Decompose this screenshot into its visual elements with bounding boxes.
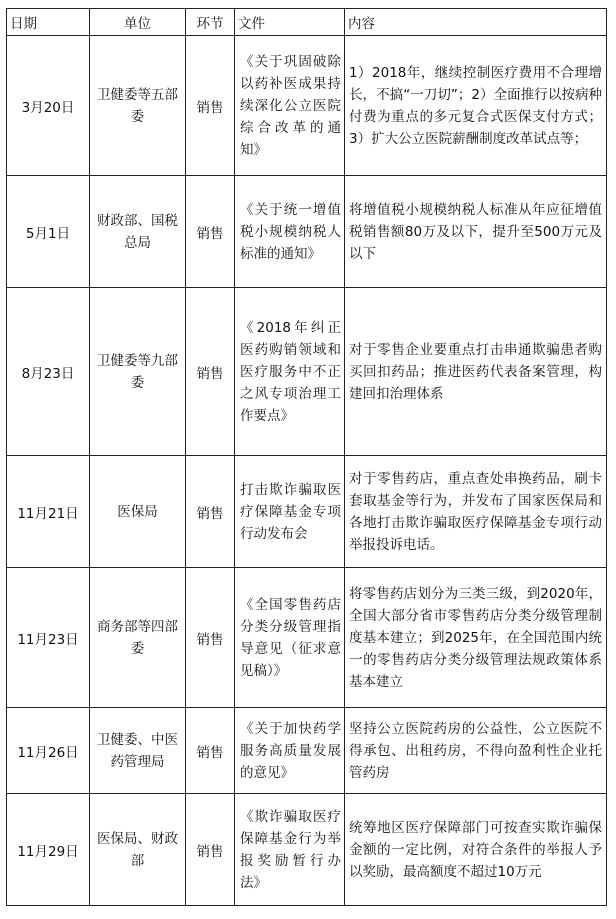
table-row bbox=[7, 568, 607, 708]
row-content-text: 将增值税小规模纳税人标准从年应征增值税销售额80万及以下，提升至500万元及以下 bbox=[349, 201, 602, 262]
row-unit bbox=[90, 176, 186, 288]
row-unit bbox=[90, 794, 186, 906]
row-date: 11月23日 bbox=[7, 568, 90, 708]
row-document-text: 《关于统一增值税小规模纳税人标准的通知》 bbox=[240, 201, 341, 262]
row-unit-text: 卫健委、中医药管理局 bbox=[97, 731, 178, 770]
table-row bbox=[7, 176, 607, 288]
policy-table bbox=[6, 8, 607, 906]
row-date: 11月21日 bbox=[7, 456, 90, 568]
table-row bbox=[7, 708, 607, 794]
row-document-text: 《关于巩固破除以药补医成果持续深化公立医院综合改革的通知》 bbox=[240, 53, 341, 158]
row-document-text: 《关于加快药学服务高质量发展的意见》 bbox=[240, 720, 341, 781]
row-content bbox=[345, 36, 607, 176]
row-stage: 销售 bbox=[186, 708, 235, 794]
row-unit-text: 医保局、财政部 bbox=[97, 830, 178, 869]
row-content bbox=[345, 288, 607, 456]
row-document bbox=[235, 36, 345, 176]
row-date: 8月23日 bbox=[7, 288, 90, 456]
row-stage: 销售 bbox=[186, 794, 235, 906]
row-document bbox=[235, 456, 345, 568]
row-document-text: 《2018年纠正医药购销领域和医疗服务中不正之风专项治理工作要点》 bbox=[240, 319, 341, 424]
row-document bbox=[235, 708, 345, 794]
row-unit-text: 财政部、国税总局 bbox=[97, 212, 178, 251]
row-unit bbox=[90, 456, 186, 568]
header-unit: 单位 bbox=[90, 9, 186, 36]
row-date: 11月26日 bbox=[7, 708, 90, 794]
header-date: 日期 bbox=[7, 9, 90, 36]
table-row bbox=[7, 456, 607, 568]
row-content bbox=[345, 456, 607, 568]
header-content: 内容 bbox=[345, 9, 607, 36]
row-document bbox=[235, 794, 345, 906]
table-row bbox=[7, 288, 607, 456]
row-content-text: 统筹地区医疗保障部门可按查实欺诈骗保金额的一定比例，对符合条件的举报人予以奖励，最高额度不超过10万元 bbox=[349, 819, 602, 880]
row-content bbox=[345, 794, 607, 906]
header-stage: 环节 bbox=[186, 9, 235, 36]
row-content-text: 对于零售企业要重点打击串通欺骗患者购买回扣药品；推进医药代表备案管理，构建回扣治理体系 bbox=[349, 341, 602, 402]
table-row bbox=[7, 36, 607, 176]
row-document-text: 《欺诈骗取医疗保障基金行为举报奖励暂行办法》 bbox=[240, 808, 341, 891]
row-content-text: 1）2018年，继续控制医疗费用不合理增长，不搞“一刀切”；2）全面推行以按病种付费为重点的多元复合式医保支付方式；3）扩大公立医院薪酬制度改革试点等； bbox=[349, 64, 602, 147]
row-content bbox=[345, 568, 607, 708]
header-document: 文件 bbox=[235, 9, 345, 36]
row-unit bbox=[90, 568, 186, 708]
row-date: 11月29日 bbox=[7, 794, 90, 906]
header-row bbox=[7, 9, 607, 36]
row-stage: 销售 bbox=[186, 288, 235, 456]
row-content bbox=[345, 708, 607, 794]
row-document bbox=[235, 568, 345, 708]
table-row bbox=[7, 794, 607, 906]
row-unit-text: 卫健委等九部委 bbox=[97, 352, 178, 391]
row-unit bbox=[90, 288, 186, 456]
row-document bbox=[235, 176, 345, 288]
row-stage: 销售 bbox=[186, 568, 235, 708]
row-date: 3月20日 bbox=[7, 36, 90, 176]
row-content-text: 坚持公立医院药房的公益性，公立医院不得承包、出租药房，不得向盈利性企业托管药房 bbox=[349, 720, 602, 781]
row-content-text: 对于零售药店，重点查处串换药品，刷卡套取基金等行为，并发布了国家医保局和各地打击欺诈骗取医疗保障基金专项行动举报投诉电话。 bbox=[349, 470, 602, 553]
row-document bbox=[235, 288, 345, 456]
row-document-text: 打击欺诈骗取医疗保障基金专项行动发布会 bbox=[240, 481, 341, 542]
row-unit bbox=[90, 708, 186, 794]
row-stage: 销售 bbox=[186, 36, 235, 176]
row-unit-text: 卫健委等五部委 bbox=[97, 86, 178, 125]
row-content bbox=[345, 176, 607, 288]
row-unit-text: 医保局 bbox=[117, 503, 158, 520]
row-unit-text: 商务部等四部委 bbox=[97, 618, 178, 657]
row-unit bbox=[90, 36, 186, 176]
row-date: 5月1日 bbox=[7, 176, 90, 288]
row-document-text: 《全国零售药店分类分级管理指导意见（征求意见稿）》 bbox=[240, 596, 341, 679]
row-stage: 销售 bbox=[186, 176, 235, 288]
row-stage: 销售 bbox=[186, 456, 235, 568]
row-content-text: 将零售药店划分为三类三级，到2020年，全国大部分省市零售药店分类分级管理制度基本建立；到2025年，在全国范围内统一的零售药店分类分级管理法规政策体系基本建立 bbox=[349, 585, 602, 690]
